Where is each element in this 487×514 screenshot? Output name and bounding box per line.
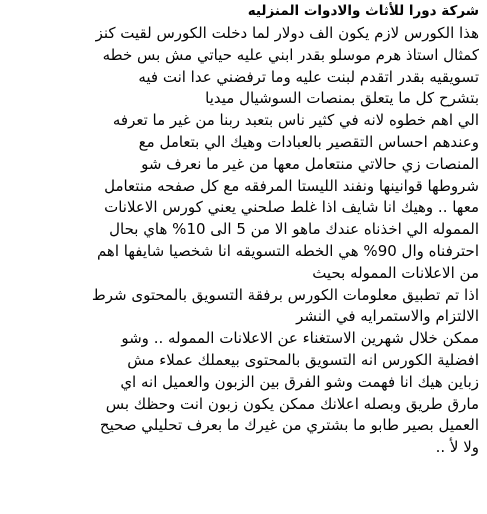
post-line: بتشرح كل ما يتعلق بمنصات السوشيال ميديا [205,89,479,108]
post-text [6,23,479,459]
post-line: شروطها قوانينها ونفند الليستا المرفقه مع كل صفحه منتعامل [104,176,479,195]
post-line: الي اهم خطوه لانه في كثير ناس بتعبد ربنا من غير ما تعرفه [112,111,479,130]
post-line: هذا الكورس لازم يكون الف دولار لما دخلت الكورس لقيت كنز [95,24,479,42]
post-line: اذا تم تطبيق معلومات الكورس برفقة التسويق بالمحتوى شرط [91,285,479,304]
post-line: تسويقيه بقدر اتقدم لبنت عليه وما ترفضني عدا انت فيه [138,67,479,86]
post-line: المنصات زي حالاتي منتعامل معها من غير ما نعرف شو [141,154,479,173]
post-line: العميل بصير طابو ما بشتري من غيرك ما بعرف تحليلي صحيح [99,416,479,435]
post-line: كمثال استاذ هرم موسلو بقدر ابني عليه حياتي مش بس خطه [102,45,479,64]
post-line: المموله الي اخذناه عندك ماهو الا من 5 الى 10% هاي بحال [109,220,479,239]
post-line: من الاعلانات المموله بحيث [312,263,479,282]
post-line: زباين هيك انا فهمت وشو الفرق بين الزبون والعميل انه اي [120,372,479,391]
page-name[interactable]: شركة دورا للأثاث والادوات المنزليه [247,3,479,19]
post-line: مارق طريق وبصله اعلانك ممكن يكون زبون انت وحظك بس [105,394,479,413]
post-line: ممكن خلال شهرين الاستغناء عن الاعلانات المموله .. وشو [121,329,479,348]
post-line: ولا لأ .. [435,438,479,457]
post-line: وعندهم احساس التقصير بالعبادات وهيك الي بتعامل مع [138,132,479,151]
post-line: احترفناه وال 90% هي الخطه التسويقه انا شخصيا شايفها اهم [96,241,479,260]
post-line: افضلية الكورس انه التسويق بالمحتوى بيعملك عملاء مش [127,350,479,369]
post-line: معها .. وهيك انا شايف اذا غلط صلحني يعني كورس الاعلانات [104,198,479,217]
post-line: الالتزام والاستمرايه في النشر [296,307,479,326]
